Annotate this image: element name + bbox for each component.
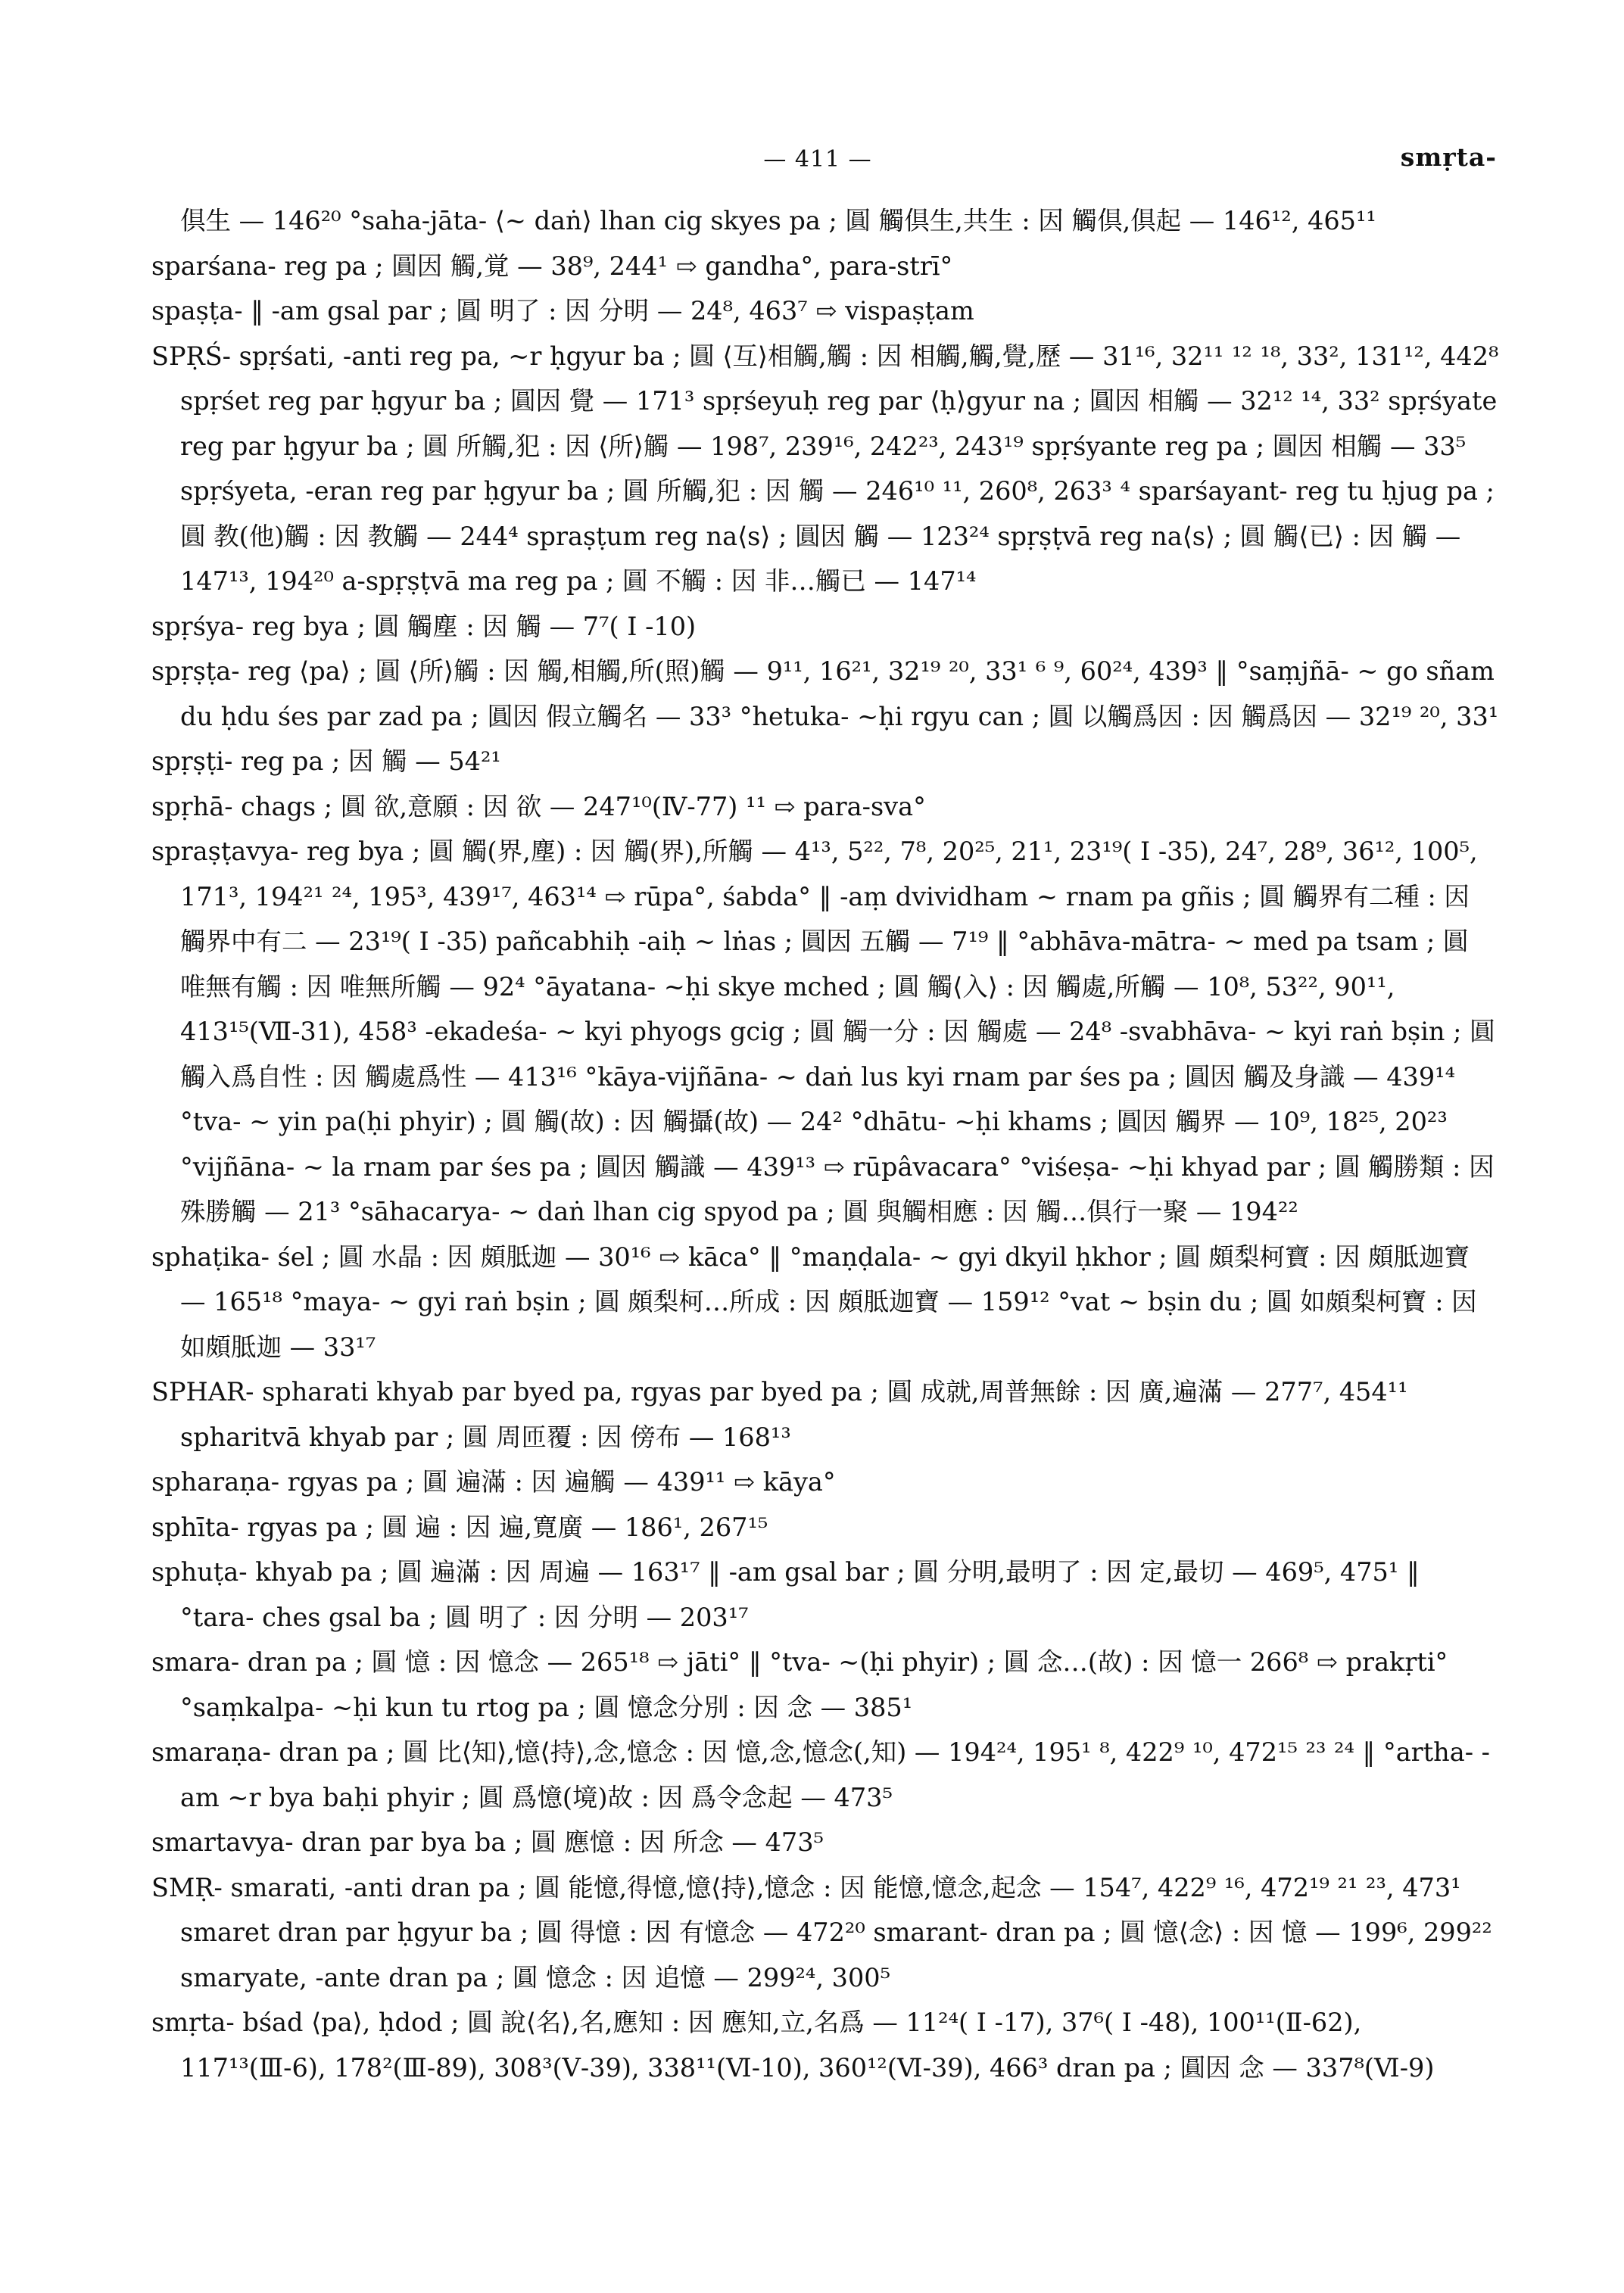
running-head: smṛta- xyxy=(1400,142,1497,172)
page-number: — 411 — xyxy=(763,146,872,173)
dictionary-entry: smartavya- dran par bya ba ; 圓 應憶 : 因 所念 — 473⁵ xyxy=(151,1827,824,1857)
dictionary-entry: spṛśya- reg bya ; 圓 觸塵 : 因 觸 — 7⁷( I -10) xyxy=(151,611,697,641)
entry-list xyxy=(151,198,1499,2090)
dictionary-entry: smara- dran pa ; 圓 憶 : 因 憶念 — 265¹⁸ ⇨ jāti° ‖ °tva- ~(ḥi phyir) ; 圓 念…(故) : 因 憶一 266⁸ ⇨ prakṛti° °saṃkalpa- ~ḥi kun tu rtog pa ; 圓 憶念分別 : 因 念 — 385¹ xyxy=(151,1647,1448,1722)
dictionary-entry: sphaṭika- śel ; 圓 水晶 : 因 頗胝迦 — 30¹⁶ ⇨ kāca° ‖ °maṇḍala- ~ gyi dkyil ḥkhor ; 圓 頗梨柯寶 : 因 頗胝迦寶 — 165¹⁸ °maya- ~ gyi raṅ bṣin ; 圓 頗梨柯…所成 : 因 頗胝迦寶 — 159¹² °vat ~ bṣin du ; 圓 如頗梨柯寶 : 因 如頗胝迦 — 33¹⁷ xyxy=(151,1242,1477,1362)
dictionary-entry: 倶生 — 146²⁰ °saha-jāta- ⟨~ daṅ⟩ lhan cig skyes pa ; 圓 觸倶生,共生 : 因 觸倶,倶起 — 146¹², 465¹¹ xyxy=(180,206,1376,235)
dictionary-entry: spraṣṭavya- reg bya ; 圓 觸(界,塵) : 因 觸(界),所觸 — 4¹³, 5²², 7⁸, 20²⁵, 21¹, 23¹⁹( I -35), 24⁷, 28⁹, 36¹², 100⁵, 171³, 194²¹ ²⁴, 195³, 439¹⁷, 463¹⁴ ⇨ rūpa°, śabda° ‖ -aṃ dvividham ~ rnam pa gñis ; 圓 觸界有二種 : 因 觸界中有二 — 23¹⁹( I -35) pañcabhiḥ -aiḥ ~ lṅas ; 圓因 五觸 — 7¹⁹ ‖ °abhāva-mātra- ~ med pa tsam ; 圓 唯無有觸 : 因 唯無所觸 — 92⁴ °āyatana- ~ḥi skye mched ; 圓 觸⟨入⟩ : 因 觸處,所觸 — 10⁸, 53²², 90¹¹, 413¹⁵(Ⅶ-31), 458³ -ekadeśa- ~ kyi phyogs gcig ; 圓 觸一分 : 因 觸處 — 24⁸ -svabhāva- ~ kyi raṅ bṣin ; 圓 觸入爲自性 : 因 觸處爲性 — 413¹⁶ °kāya-vijñāna- ~ daṅ lus kyi rnam par śes pa ; 圓因 觸及身識 — 439¹⁴ °tva- ~ yin pa(ḥi phyir) ; 圓 觸(故) : 因 觸攝(故) — 24² °dhātu- ~ḥi khams ; 圓因 觸界 — 10⁹, 18²⁵, 20²³ °vijñāna- ~ la rnam par śes pa ; 圓因 觸識 — 439¹³ ⇨ rūpâvacara° °viśeṣa- ~ḥi khyad par ; 圓 觸勝類 : 因 殊勝觸 — 21³ °sāhacarya- ~ daṅ lhan cig spyod pa ; 圓 與觸相應 : 因 觸…倶行一聚 — 194²² xyxy=(151,837,1495,1226)
dictionary-entry: sparśana- reg pa ; 圓因 觸,覚 — 38⁹, 244¹ ⇨ gandha°, para-strī° xyxy=(151,251,953,281)
dictionary-entry: spṛṣṭi- reg pa ; 因 觸 — 54²¹ xyxy=(151,746,501,776)
dictionary-entry: smṛta- bśad ⟨pa⟩, ḥdod ; 圓 說⟨名⟩,名,應知 : 因 應知,立,名爲 — 11²⁴( I -17), 37⁶( I -48), 100¹¹(Ⅱ-62), 117¹³(Ⅲ-6), 178²(Ⅲ-89), 308³(Ⅴ-39), 338¹¹(Ⅵ-10), 360¹²(Ⅵ-39), 466³ dran pa ; 圓因 念 — 337⁸(Ⅵ-9) xyxy=(151,2008,1435,2083)
dictionary-entry: spṛṣṭa- reg ⟨pa⟩ ; 圓 ⟨所⟩觸 : 因 觸,相觸,所(照)觸 — 9¹¹, 16²¹, 32¹⁹ ²⁰, 33¹ ⁶ ⁹, 60²⁴, 439³ ‖ °saṃjñā- ~ go sñam du ḥdu śes par zad pa ; 圓因 假立觸名 — 33³ °hetuka- ~ḥi rgyu can ; 圓 以觸爲因 : 因 觸爲因 — 32¹⁹ ²⁰, 33¹ xyxy=(151,656,1499,731)
dictionary-entry: sphuṭa- khyab pa ; 圓 遍滿 : 因 周遍 — 163¹⁷ ‖ -am gsal bar ; 圓 分明,最明了 : 因 定,最切 — 469⁵, 475¹ ‖ °tara- ches gsal ba ; 圓 明了 : 因 分明 — 203¹⁷ xyxy=(151,1557,1420,1632)
dictionary-entry: spharaṇa- rgyas pa ; 圓 遍滿 : 因 遍觸 — 439¹¹ ⇨ kāya° xyxy=(151,1467,836,1497)
dictionary-entry: smaraṇa- dran pa ; 圓 比⟨知⟩,憶⟨持⟩,念,憶念 : 因 憶,念,憶念(,知) — 194²⁴, 195¹ ⁸, 422⁹ ¹⁰, 472¹⁵ ²³ ²⁴ ‖ °artha- -am ~r bya baḥi phyir ; 圓 爲憶(境)故 : 因 爲令念起 — 473⁵ xyxy=(151,1737,1490,1812)
dictionary-entry: spaṣṭa- ‖ -am gsal par ; 圓 明了 : 因 分明 — 24⁸, 463⁷ ⇨ vispaṣṭam xyxy=(151,296,974,326)
dictionary-entry: sphīta- rgyas pa ; 圓 遍 : 因 遍,寛廣 — 186¹, 267¹⁵ xyxy=(151,1512,768,1542)
dictionary-entry: spṛhā- chags ; 圓 欲,意願 : 因 欲 — 247¹⁰(Ⅳ-77) ¹¹ ⇨ para-sva° xyxy=(151,791,926,821)
dictionary-entry: SPṚŚ- spṛśati, -anti reg pa, ~r ḥgyur ba ; 圓 ⟨互⟩相觸,觸 : 因 相觸,觸,覺,歷 — 31¹⁶, 32¹¹ ¹² ¹⁸, 33², 131¹², 442⁸ spṛśet reg par ḥgyur ba ; 圓因 覺 — 171³ spṛśeyuḥ reg par ⟨ḥ⟩gyur na ; 圓因 相觸 — 32¹² ¹⁴, 33² spṛśyate reg par ḥgyur ba ; 圓 所觸,犯 : 因 ⟨所⟩觸 — 198⁷, 239¹⁶, 242²³, 243¹⁹ spṛśyante reg pa ; 圓因 相觸 — 33⁵ spṛśyeta, -eran reg par ḥgyur ba ; 圓 所觸,犯 : 因 觸 — 246¹⁰ ¹¹, 260⁸, 263³ ⁴ sparśayant- reg tu ḥjug pa ; 圓 教(他)觸 : 因 教觸 — 244⁴ spraṣṭum reg na⟨s⟩ ; 圓因 觸 — 123²⁴ spṛṣṭvā reg na⟨s⟩ ; 圓 觸⟨已⟩ : 因 觸 — 147¹³, 194²⁰ a-spṛṣṭvā ma reg pa ; 圓 不觸 : 因 非…觸已 — 147¹⁴ xyxy=(151,341,1499,596)
dictionary-entry: SMṚ- smarati, -anti dran pa ; 圓 能憶,得憶,憶⟨持⟩,憶念 : 因 能憶,憶念,起念 — 154⁷, 422⁹ ¹⁶, 472¹⁹ ²¹ ²³, 473¹ smaret dran par ḥgyur ba ; 圓 得憶 : 因 有憶念 — 472²⁰ smarant- dran pa ; 圓 憶⟨念⟩ : 因 憶 — 199⁶, 299²² smaryate, -ante dran pa ; 圓 憶念 : 因 追憶 — 299²⁴, 300⁵ xyxy=(151,1872,1492,1992)
dictionary-entry: SPHAR- spharati khyab par byed pa, rgyas par byed pa ; 圓 成就,周普無餘 : 因 廣,遍滿 — 277⁷, 454¹¹ spharitvā khyab par ; 圓 周匝覆 : 因 傍布 — 168¹³ xyxy=(151,1377,1408,1452)
